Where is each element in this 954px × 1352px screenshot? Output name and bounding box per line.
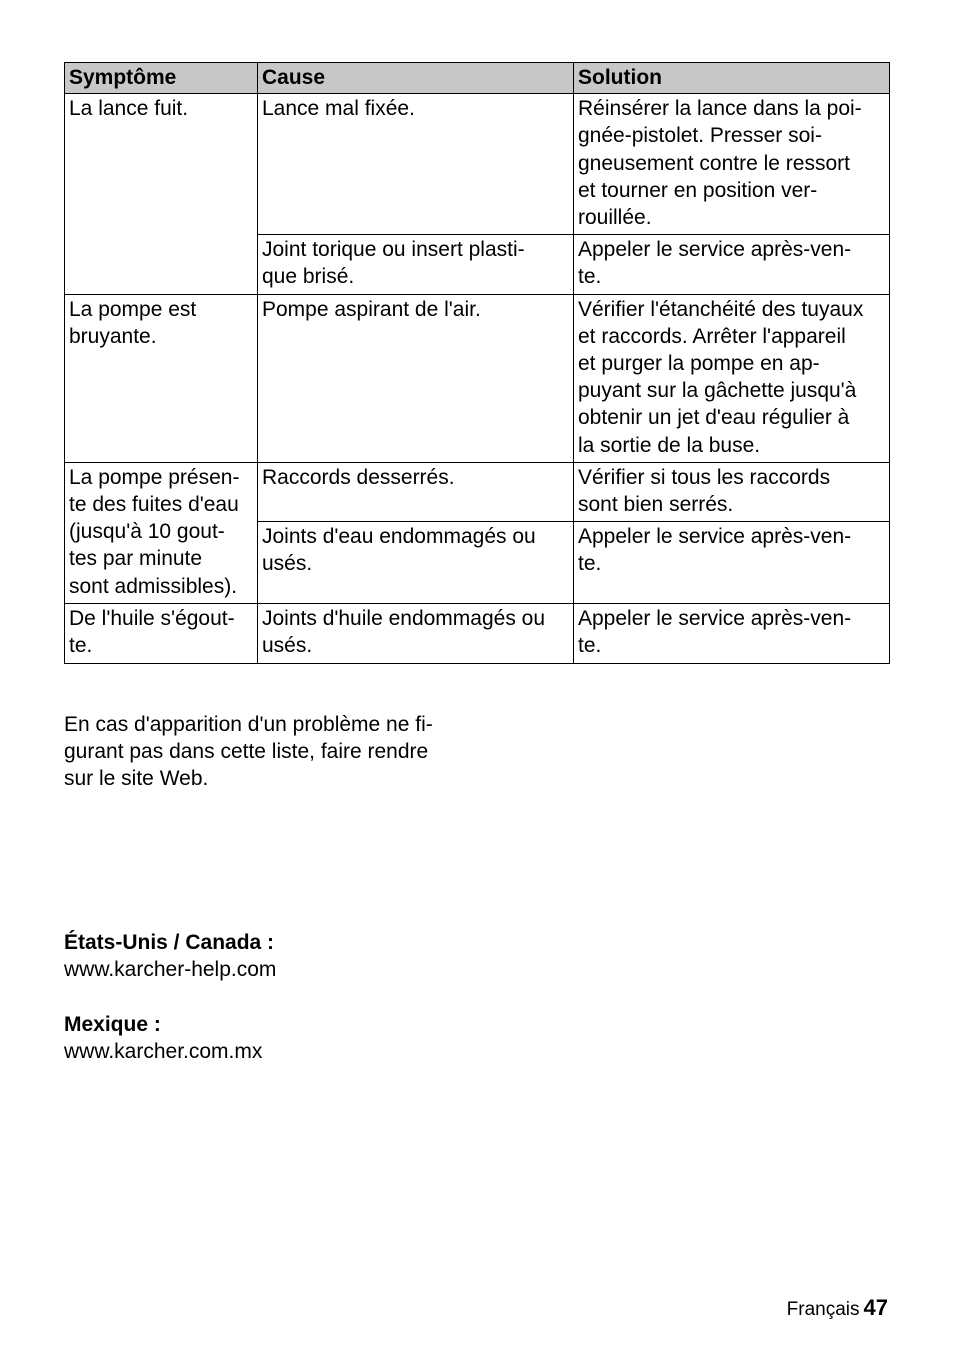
- table-row: [65, 604, 890, 663]
- solution-cell: Vérifier si tous les raccords sont bien serrés.: [574, 462, 890, 521]
- page-number: 47: [863, 1295, 888, 1320]
- symptom-cell: De l'huile s'égout- te.: [65, 604, 258, 663]
- cause-cell: Pompe aspirant de l'air.: [258, 294, 574, 462]
- solution-cell: Vérifier l'étanchéité des tuyaux et raccords. Arrêter l'appareil et purger la pompe en ap- puyant sur la gâchette jusqu'à obtenir un jet d'eau régulier à la sortie de la buse.: [574, 294, 890, 462]
- header-cause: Cause: [258, 63, 574, 94]
- page-footer: [787, 1294, 888, 1324]
- contact-url-link[interactable]: www.karcher.com.mx: [64, 1040, 263, 1064]
- cause-cell: Joints d'huile endommagés ou usés.: [258, 604, 574, 663]
- table-row: [65, 294, 890, 462]
- solution-cell: Appeler le service après-ven- te.: [574, 522, 890, 604]
- cause-cell: Lance mal fixée.: [258, 94, 574, 235]
- troubleshooting-table: [64, 62, 890, 664]
- solution-cell: Appeler le service après-ven- te.: [574, 235, 890, 294]
- symptom-cell: La pompe présen- te des fuites d'eau (jusqu'à 10 gout- tes par minute sont admissibles).: [65, 462, 258, 603]
- cause-cell: Joint torique ou insert plasti- que brisé.: [258, 235, 574, 294]
- contact-region-label: Mexique :: [64, 1013, 161, 1036]
- table-header-row: [65, 63, 890, 94]
- contact-mexico: [64, 1011, 464, 1065]
- footer-language: Français: [786, 1299, 860, 1320]
- symptom-cell: La lance fuit.: [65, 94, 258, 294]
- cause-cell: Joints d'eau endommagés ou usés.: [258, 522, 574, 604]
- cause-cell: Raccords desserrés.: [258, 462, 574, 521]
- solution-cell: Appeler le service après-ven- te.: [574, 604, 890, 663]
- header-symptom: Symptôme: [65, 63, 258, 94]
- note-paragraph: En cas d'apparition d'un problème ne fi- gurant pas dans cette liste, faire rendre sur le site Web.: [64, 713, 433, 791]
- table-row: [65, 462, 890, 521]
- solution-cell: Réinsérer la lance dans la poi- gnée-pistolet. Presser soi- gneusement contre le ressort et tourner en position ver- rouillée.: [574, 94, 890, 235]
- contact-us-canada: [64, 929, 464, 983]
- contact-url-link[interactable]: www.karcher-help.com: [64, 958, 277, 982]
- table-row: [65, 94, 890, 235]
- symptom-cell: La pompe est bruyante.: [65, 294, 258, 462]
- contact-region-label: États-Unis / Canada :: [64, 931, 275, 954]
- header-solution: Solution: [574, 63, 890, 94]
